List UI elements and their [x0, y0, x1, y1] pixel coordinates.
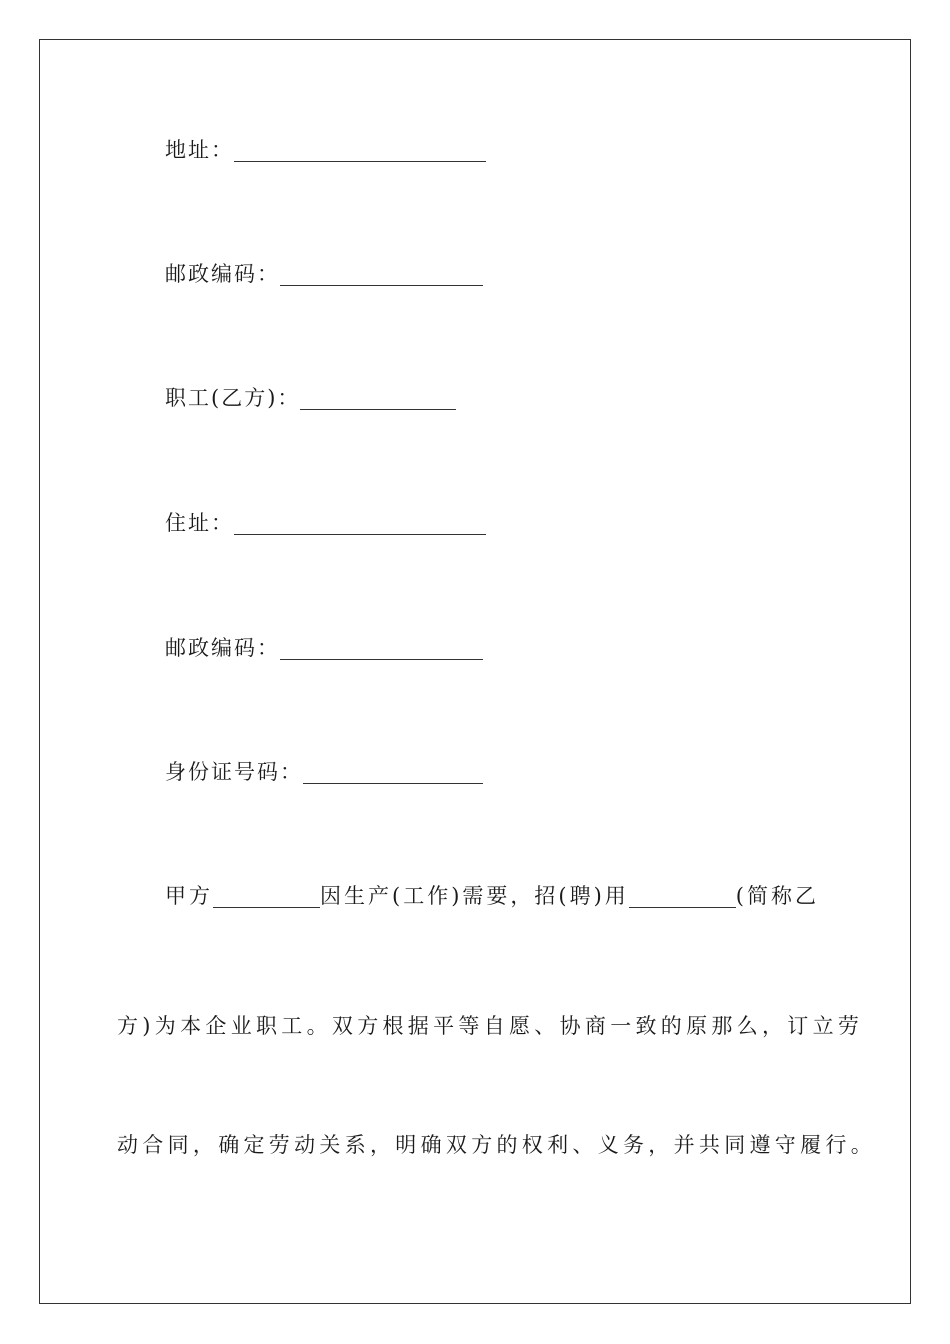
id-number-field — [165, 760, 483, 784]
employer-postcode-label: 邮政编码： — [165, 262, 280, 286]
employer-postcode-field — [165, 262, 483, 286]
abbreviation-text: (简称乙 — [735, 884, 819, 908]
hire-reason-text: 因生产(工作)需要，招(聘)用 — [320, 884, 629, 908]
page-border — [39, 39, 911, 1304]
id-number-blank[interactable] — [303, 761, 483, 784]
party-a-text: 甲方 — [165, 884, 213, 908]
employee-name-field — [165, 386, 456, 410]
id-number-label: 身份证号码： — [165, 760, 303, 784]
employer-postcode-blank[interactable] — [280, 263, 483, 286]
contract-paragraph-line-1 — [165, 884, 819, 908]
hired-person-blank[interactable] — [629, 885, 736, 908]
contract-paragraph-line-3: 动合同，确定劳动关系，明确双方的权利、义务，并共同遵守履行。 — [117, 1133, 876, 1157]
employee-address-label: 住址： — [165, 511, 234, 535]
employee-address-blank[interactable] — [234, 512, 486, 535]
contract-paragraph-line-2: 方)为本企业职工。双方根据平等自愿、协商一致的原那么，订立劳 — [117, 1014, 864, 1038]
employee-postcode-label: 邮政编码： — [165, 636, 280, 660]
party-a-blank[interactable] — [213, 885, 320, 908]
employee-name-blank[interactable] — [300, 387, 456, 410]
employer-address-field — [165, 138, 486, 162]
employee-postcode-blank[interactable] — [280, 637, 483, 660]
employer-address-blank[interactable] — [234, 139, 486, 162]
employee-address-field — [165, 511, 486, 535]
employee-postcode-field — [165, 636, 483, 660]
employee-name-label: 职工(乙方)： — [165, 386, 301, 410]
employer-address-label: 地址： — [165, 138, 234, 162]
